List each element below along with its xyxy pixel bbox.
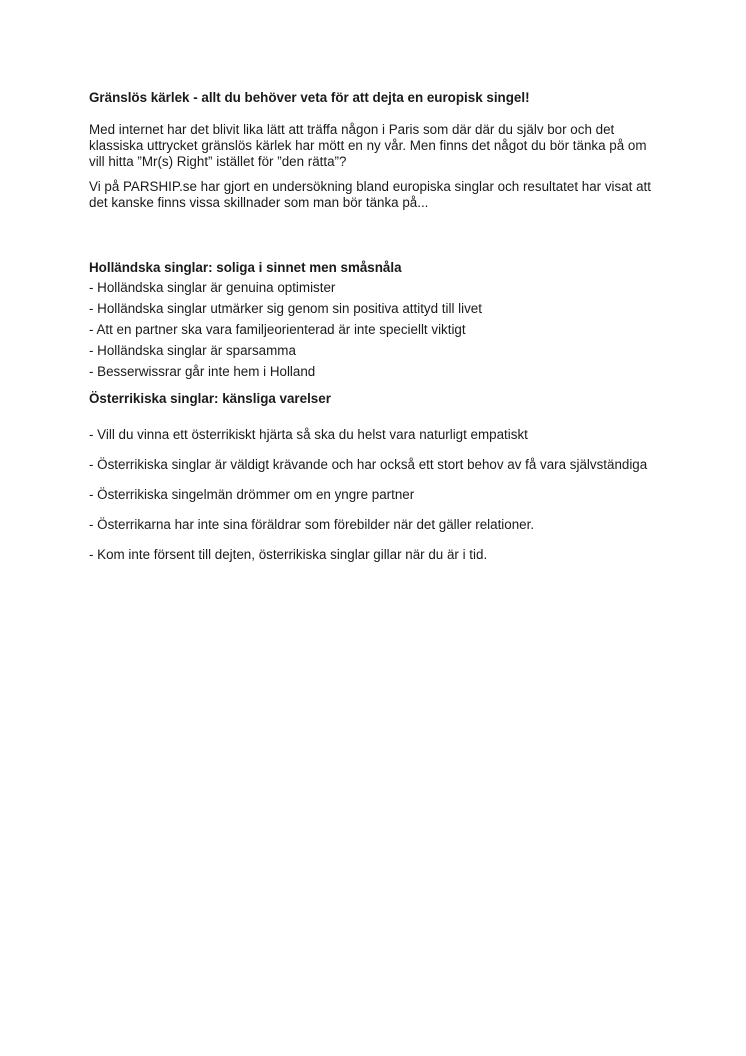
list-item: - Holländska singlar är sparsamma bbox=[89, 343, 296, 358]
list-item: - Vill du vinna ett österrikiskt hjärta så ska du helst vara naturligt empatiskt bbox=[89, 427, 528, 442]
intro-paragraph: Med internet har det blivit lika lätt att träffa någon i Paris som där där du själv bor och det klassiska uttrycket gränslös kärlek har mött en ny vår. Men finns det något du bör tänka på om vill hitta ”Mr(s) Right” istället för ”den rätta”? bbox=[89, 122, 647, 169]
list-item: - Österrikarna har inte sina föräldrar som förebilder när det gäller relationer. bbox=[89, 517, 535, 532]
intro-paragraph: Vi på PARSHIP.se har gjort en undersökning bland europiska singlar och resultatet har visat att det kanske finns vissa skillnader som man bör tänka på... bbox=[89, 179, 651, 210]
list-item: - Besserwissrar går inte hem i Holland bbox=[89, 364, 316, 379]
list-item: - Att en partner ska vara familjeorienterad är inte speciellt viktigt bbox=[89, 322, 466, 337]
bullet-list bbox=[89, 427, 659, 563]
section-dutch bbox=[89, 260, 659, 380]
list-item: - Holländska singlar utmärker sig genom sin positiva attityd till livet bbox=[89, 301, 482, 316]
section-heading: Österrikiska singlar: känsliga varelser bbox=[89, 391, 331, 406]
section-spacer bbox=[89, 220, 659, 260]
list-item: - Österrikiska singlar är väldigt krävande och har också ett stort behov av få vara självständiga bbox=[89, 457, 648, 472]
document-title: Gränslös kärlek - allt du behöver veta för att dejta en europisk singel! bbox=[89, 90, 530, 105]
bullet-list bbox=[89, 280, 659, 380]
document-page bbox=[89, 90, 659, 577]
list-item: - Kom inte försent till dejten, österrikiska singlar gillar när du är i tid. bbox=[89, 547, 488, 562]
list-item: - Holländska singlar är genuina optimister bbox=[89, 280, 336, 295]
section-heading: Holländska singlar: soliga i sinnet men småsnåla bbox=[89, 260, 402, 275]
section-austrian bbox=[89, 391, 659, 563]
list-item: - Österrikiska singelmän drömmer om en yngre partner bbox=[89, 487, 415, 502]
